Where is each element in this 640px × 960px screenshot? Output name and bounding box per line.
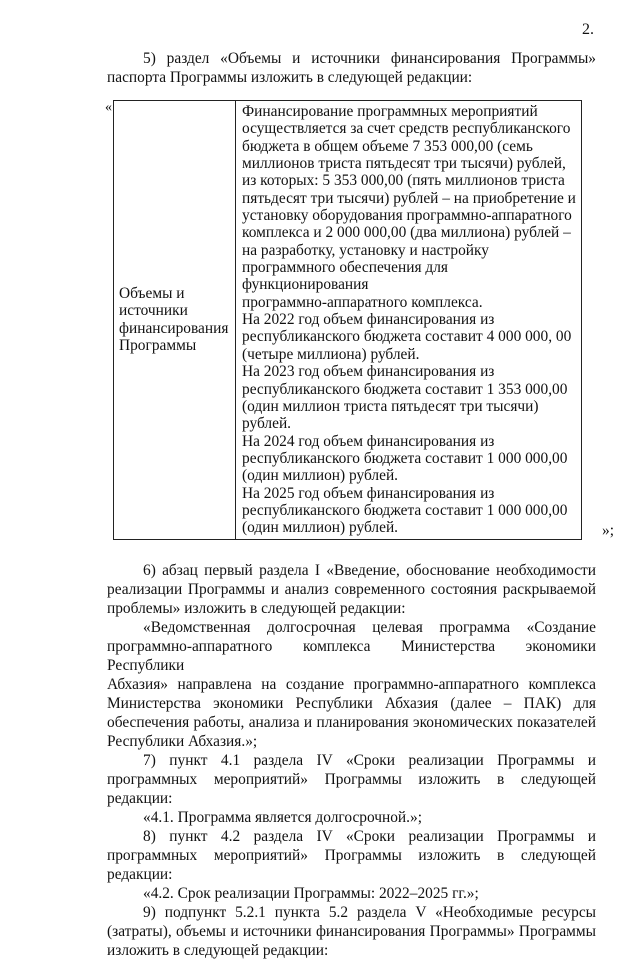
text-line: 8) пункт 4.2 раздела IV «Сроки реализации Программы и — [143, 827, 596, 845]
text-line: программного обеспечения для функционирования — [242, 259, 448, 294]
closing-quote: »; — [602, 521, 614, 539]
text-line: Программы — [119, 337, 197, 355]
text-line: программных мероприятий» Программы изложить в следующей редакции: — [107, 846, 596, 883]
text-line: реализации Программы и анализ современного состояния раскрываемой — [107, 580, 596, 598]
table-content-cell — [236, 101, 581, 539]
text-line: (затраты), объемы и источники финансирования Программы» Программы — [107, 922, 596, 940]
text-line: установку оборудования программно-аппаратного — [242, 207, 572, 225]
text-line: На 2022 год объем финансирования из — [242, 311, 495, 329]
text-line: (четыре миллиона) рублей. — [242, 345, 420, 363]
text-line: бюджета в общем объеме 7 353 000,00 (семь — [242, 137, 533, 155]
text-line: 7) пункт 4.1 раздела IV «Сроки реализации Программы и — [143, 751, 596, 769]
text-line: Абхазия» направлена на создание программно-аппаратного комплекса — [107, 675, 596, 693]
table-label-cell — [114, 101, 236, 539]
text-line: республиканского бюджета составит 1 000 000,00 — [242, 501, 568, 519]
text-line: изложить в следующей редакции: — [107, 941, 329, 959]
text-line: 6) абзац первый раздела I «Введение, обоснование необходимости — [143, 561, 596, 579]
text-line: «4.2. Срок реализации Программы: 2022–2025 гг.»; — [143, 884, 479, 902]
text-line: программных мероприятий» Программы изложить в следующей редакции: — [107, 770, 596, 807]
text-line: республиканского бюджета составит 4 000 000, 00 — [242, 328, 572, 346]
text-line: (один миллион) рублей. — [242, 467, 399, 485]
financing-table — [113, 100, 582, 540]
text-line: пятьдесят три тысячи) рублей – на приобретение и — [242, 189, 576, 207]
text-line: Финансирование программных мероприятий — [242, 103, 538, 120]
text-line: финансирования — [119, 319, 229, 337]
text-line: республиканского бюджета составит 1 353 000,00 — [242, 380, 568, 398]
paragraph-line: 5) раздел «Объемы и источники финансирования Программы» — [143, 50, 596, 67]
text-line: на разработку, установку и настройку — [242, 241, 489, 259]
text-line: Объемы и — [119, 284, 185, 302]
document-page — [105, 20, 614, 960]
text-line: республиканского бюджета составит 1 000 000,00 — [242, 449, 568, 467]
text-line: «4.1. Программа является долгосрочной.»; — [143, 808, 422, 826]
page-number: 2. — [582, 21, 594, 38]
text-line: рублей. — [242, 415, 292, 433]
text-line: осуществляется за счет средств республиканского — [242, 120, 571, 138]
text-line: миллионов триста пятьдесят три тысячи) рублей, — [242, 155, 566, 173]
text-line: из которых: 5 353 000,00 (пять миллионов триста — [242, 172, 565, 190]
text-line: программно-аппаратного комплекса. — [242, 293, 483, 311]
text-line: (один миллион триста пятьдесят три тысячи) — [242, 397, 539, 415]
text-line: комплекса и 2 000 000,00 (два миллиона) рублей – — [242, 224, 571, 242]
paragraph-line: паспорта Программы изложить в следующей редакции: — [107, 69, 473, 86]
financing-table-row — [105, 100, 614, 540]
text-line: обеспечения работы, анализа и планирования экономических показателей — [107, 713, 596, 731]
amendments-body — [107, 561, 596, 960]
text-line: проблемы» изложить в следующей редакции: — [107, 599, 406, 617]
text-line: На 2023 год объем финансирования из — [242, 363, 495, 381]
text-line: источники — [119, 302, 188, 320]
text-line: Республики Абхазия.»; — [107, 732, 258, 750]
text-line: (один миллион) рублей. — [242, 519, 399, 537]
text-line: 9) подпункт 5.2.1 пункта 5.2 раздела V «Необходимые ресурсы — [143, 903, 596, 921]
text-line: На 2025 год объем финансирования из — [242, 484, 495, 502]
item-5-paragraph — [107, 49, 596, 87]
text-line: «Ведомственная долгосрочная целевая программа «Создание — [143, 618, 596, 636]
text-line: программно-аппаратного комплекса Министерства экономики Республики — [107, 637, 596, 674]
opening-quote: « — [105, 100, 112, 115]
text-line: На 2024 год объем финансирования из — [242, 432, 495, 450]
text-line: Министерства экономики Республики Абхазия (далее – ПАК) для — [107, 694, 596, 712]
